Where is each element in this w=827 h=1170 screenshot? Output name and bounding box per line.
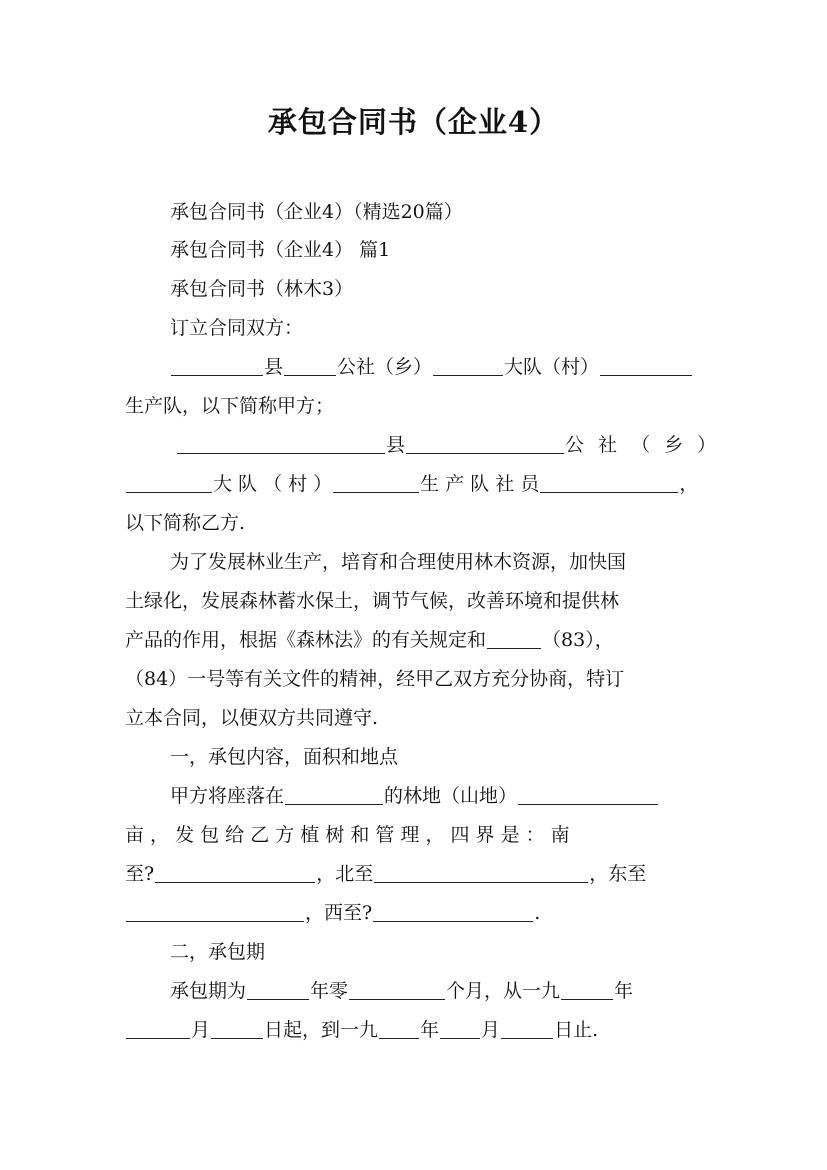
page-title: 承包合同书（企业4） xyxy=(267,105,560,139)
text-fragment: 公 社 （ 乡 ） xyxy=(565,434,721,456)
blank-field xyxy=(285,784,383,805)
text-fragment: 产品的作用，根据《森林法》的有关规定和 xyxy=(125,629,487,651)
text-fragment: 县 xyxy=(264,356,284,378)
text-fragment: 年 xyxy=(420,1019,440,1041)
section-heading: 一，承包内容，面积和地点 xyxy=(170,746,399,768)
party-a-line xyxy=(170,352,702,382)
blank-field xyxy=(349,979,445,1000)
blank-field xyxy=(540,472,678,493)
blank-field xyxy=(561,979,613,1000)
text-fragment: 日止. xyxy=(554,1019,599,1041)
section-line xyxy=(125,898,702,928)
text-fragment: 的林地（山地） xyxy=(384,785,518,807)
text-fragment: ， xyxy=(679,473,699,495)
blank-field xyxy=(379,1018,419,1039)
text-fragment: 甲方将座落在 xyxy=(170,785,285,807)
blank-field xyxy=(433,355,503,376)
contract-subtitle: 承包合同书（林木3） xyxy=(170,278,354,300)
paragraph-line: 土绿化，发展森林蓄水保土，调节气候，改善环境和提供林 xyxy=(125,590,620,612)
blank-field xyxy=(126,901,304,922)
text-fragment: 至? xyxy=(125,863,155,885)
text-fragment: 公社（乡） xyxy=(337,356,433,378)
section-line xyxy=(170,976,702,1006)
blank-field xyxy=(440,1018,480,1039)
text-fragment: 月 xyxy=(191,1019,211,1041)
section-heading: 二，承包期 xyxy=(170,941,266,963)
blank-field xyxy=(171,355,263,376)
text-fragment: 个月，从一九 xyxy=(446,980,561,1002)
text-fragment: 年零 xyxy=(310,980,349,1002)
text-fragment: 大 队 （ 村 ） xyxy=(213,473,333,495)
section-line: 亩 ， 发 包 给 乙 方 植 树 和 管 理 ， 四 界 是 ： 南 xyxy=(125,824,570,846)
text-fragment: 大队（村） xyxy=(504,356,600,378)
paragraph-line: 立本合同，以便双方共同遵守. xyxy=(125,707,379,729)
text-fragment: 县 xyxy=(386,434,406,456)
blank-field xyxy=(374,862,588,883)
section-line xyxy=(125,1015,702,1045)
text-fragment: ，西至? xyxy=(305,902,373,924)
blank-field xyxy=(247,979,309,1000)
blank-field xyxy=(177,433,385,454)
blank-field xyxy=(155,862,315,883)
party-a-line-2: 生产队，以下简称甲方； xyxy=(125,395,335,417)
paragraph-line: （84）一号等有关文件的精神，经甲乙双方充分协商，特订 xyxy=(125,668,625,690)
part-heading: 承包合同书（企业4） 篇1 xyxy=(170,239,391,261)
text-fragment: ，北至 xyxy=(316,863,374,885)
text-fragment: ，东至 xyxy=(589,863,647,885)
blank-field xyxy=(333,472,419,493)
section-line xyxy=(170,781,702,811)
text-fragment: 日起，到一九 xyxy=(264,1019,379,1041)
party-b-line-3: 以下简称乙方. xyxy=(125,512,246,534)
section-line xyxy=(125,859,702,889)
blank-field xyxy=(126,1018,190,1039)
text-fragment: 生 产 队 社 员 xyxy=(420,473,540,495)
text-fragment: （83）， xyxy=(542,629,614,651)
paragraph-line: 为了发展林业生产，培育和合理使用林木资源，加快国 xyxy=(170,551,627,573)
blank-field xyxy=(126,472,212,493)
party-b-line xyxy=(176,430,721,460)
subtitle: 承包合同书（企业4）（精选20篇） xyxy=(170,201,463,223)
paragraph-line xyxy=(125,625,702,655)
blank-field xyxy=(600,355,692,376)
blank-field xyxy=(406,433,564,454)
text-fragment: . xyxy=(534,902,541,924)
party-b-line-2 xyxy=(125,469,702,499)
blank-field xyxy=(284,355,336,376)
text-fragment: 年 xyxy=(614,980,634,1002)
blank-field xyxy=(487,628,541,649)
blank-field xyxy=(518,784,658,805)
text-fragment: 承包期为 xyxy=(170,980,247,1002)
text-fragment: 月 xyxy=(481,1019,501,1041)
blank-field xyxy=(373,901,533,922)
blank-field xyxy=(211,1018,263,1039)
parties-intro: 订立合同双方： xyxy=(170,317,304,339)
blank-field xyxy=(501,1018,553,1039)
